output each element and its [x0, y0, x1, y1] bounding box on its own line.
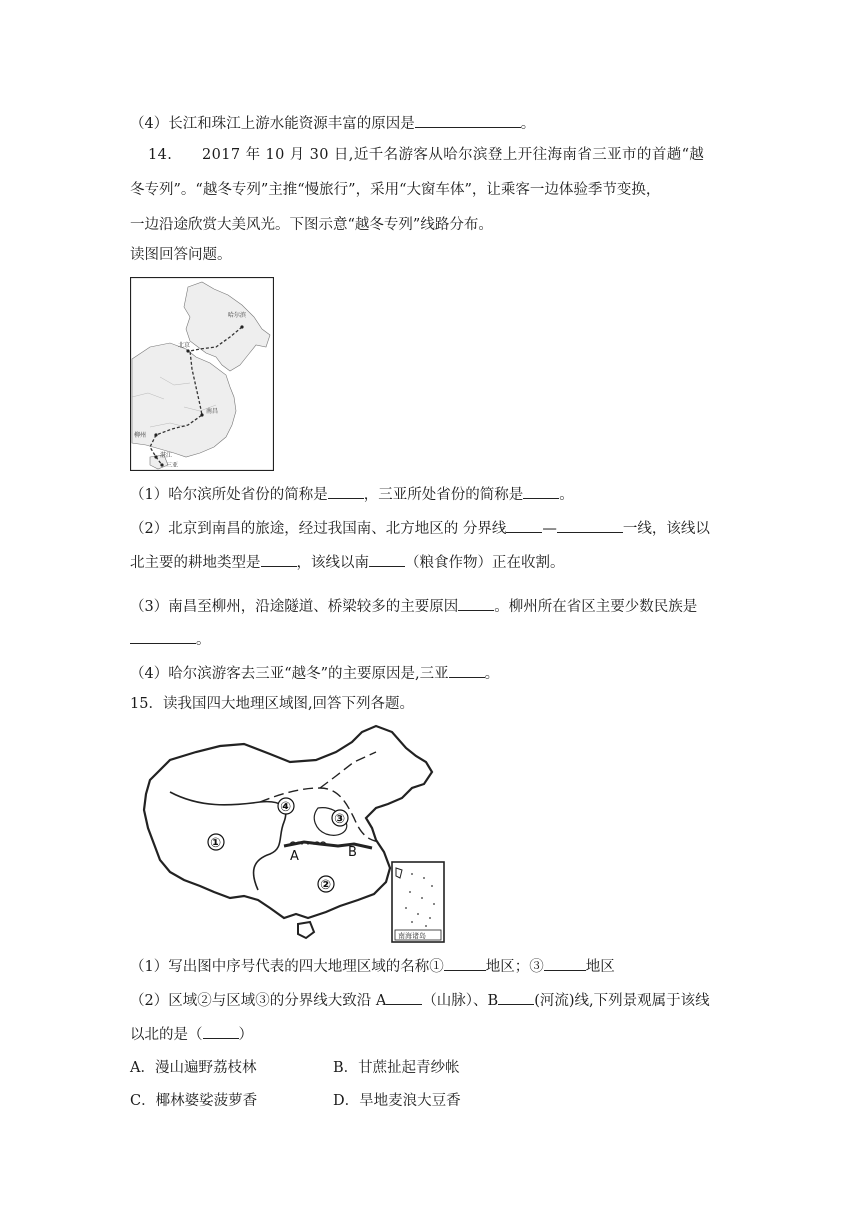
zhanjiang-label: 湛江 — [160, 452, 173, 459]
q14-intro-line1: 14. 2017 年 10 月 30 日,近千名游客从哈尔滨登上开往海南省三亚市的首趟“越 — [148, 147, 705, 163]
q15-options-row1 — [130, 1058, 256, 1078]
region-2-label: ② — [320, 878, 332, 893]
inset-label: 南海诸岛 — [398, 932, 426, 940]
q14-part1: （1）哈尔滨所处省份的简称是 ，三亚所处省份的简称是 。 — [130, 483, 574, 505]
zhanjiang-marker — [154, 455, 157, 458]
q15-part1: （1）写出图中序号代表的四大地理区域的名称① 地区；③ 地区 — [130, 955, 615, 977]
label-a: A — [290, 849, 299, 864]
nanchang-label: 南昌 — [206, 408, 219, 415]
answer-blank[interactable] — [449, 662, 485, 678]
china-four-regions-map — [140, 722, 450, 947]
winter-train-route-map — [130, 277, 274, 471]
option-b[interactable]: B．甘蔗扯起青纱帐 — [333, 1060, 460, 1076]
answer-blank[interactable] — [498, 989, 534, 1005]
answer-blank[interactable] — [203, 1023, 239, 1039]
option-d[interactable]: D．旱地麦浪大豆香 — [333, 1093, 461, 1109]
region-3-label: ③ — [334, 812, 346, 827]
answer-blank[interactable] — [386, 989, 422, 1005]
answer-blank[interactable] — [328, 483, 364, 499]
liuzhou-marker — [154, 433, 157, 436]
answer-blank[interactable] — [444, 955, 486, 971]
beijing-marker — [186, 349, 189, 352]
answer-blank[interactable] — [130, 628, 196, 644]
region-1-label: ① — [210, 836, 222, 851]
q14-intro-line3: 一边沿途欣赏大美风光。下图示意“越冬专列”线路分布。 — [130, 217, 493, 233]
answer-blank[interactable] — [261, 551, 297, 567]
option-c[interactable]: C．椰林婆娑菠萝香 — [130, 1093, 258, 1109]
answer-blank[interactable] — [523, 483, 559, 499]
q14-intro-line2: 冬专列”。“越冬专列”主推“慢旅行”，采用“大窗车体”，让乘客一边体验季节变换， — [130, 182, 661, 198]
q14-part2-line2: 北主要的耕地类型是 ，该线以南 （粮食作物）正在收割。 — [130, 551, 565, 573]
q15-options-row2 — [130, 1091, 257, 1111]
answer-blank[interactable] — [458, 595, 494, 611]
liuzhou-label: 柳州 — [134, 432, 147, 439]
q13-part4-text: （4）长江和珠江上游水能资源丰富的原因是 — [130, 116, 415, 132]
nanchang-marker — [200, 413, 203, 416]
region-4-label: ④ — [280, 800, 292, 815]
answer-blank[interactable] — [557, 517, 623, 533]
q15-options-row2b — [333, 1091, 461, 1111]
q14-part3-line1: （3）南昌至柳州，沿途隧道、桥梁较多的主要原因 。柳州所在省区主要少数民族是 — [130, 595, 697, 617]
q15-part2-line2: 以北的是（ ） — [130, 1023, 253, 1045]
label-b: B — [348, 845, 357, 860]
q14-part2-line1: （2）北京到南昌的旅途，经过我国南、北方地区的 分界线 — 一线，该线以 — [130, 517, 710, 539]
option-a[interactable]: A．漫山遍野荔枝林 — [130, 1060, 257, 1076]
harbin-marker — [240, 325, 243, 328]
q14-prompt: 读图回答问题。 — [130, 247, 232, 263]
q15-options-row1b — [333, 1058, 460, 1078]
q13-part4-line: （4）长江和珠江上游水能资源丰富的原因是 。 — [130, 112, 535, 134]
sanya-label: 三亚 — [166, 462, 179, 469]
beijing-label: 北京 — [178, 342, 191, 349]
answer-blank[interactable] — [415, 112, 521, 128]
q15-part2-line1: （2）区域②与区域③的分界线大致沿 A （山脉）、B (河流)线,下列景观属于该线 — [130, 989, 710, 1011]
q14-part3-line2: 。 — [130, 628, 211, 650]
answer-blank[interactable] — [544, 955, 586, 971]
harbin-label: 哈尔滨 — [228, 312, 247, 319]
answer-blank[interactable] — [506, 517, 542, 533]
answer-blank[interactable] — [369, 551, 405, 567]
q14-part4: （4）哈尔滨游客去三亚“越冬”的主要原因是,三亚 。 — [130, 662, 499, 684]
q15-intro: 15．读我国四大地理区域图,回答下列各题。 — [130, 696, 415, 712]
sanya-marker — [160, 463, 163, 466]
